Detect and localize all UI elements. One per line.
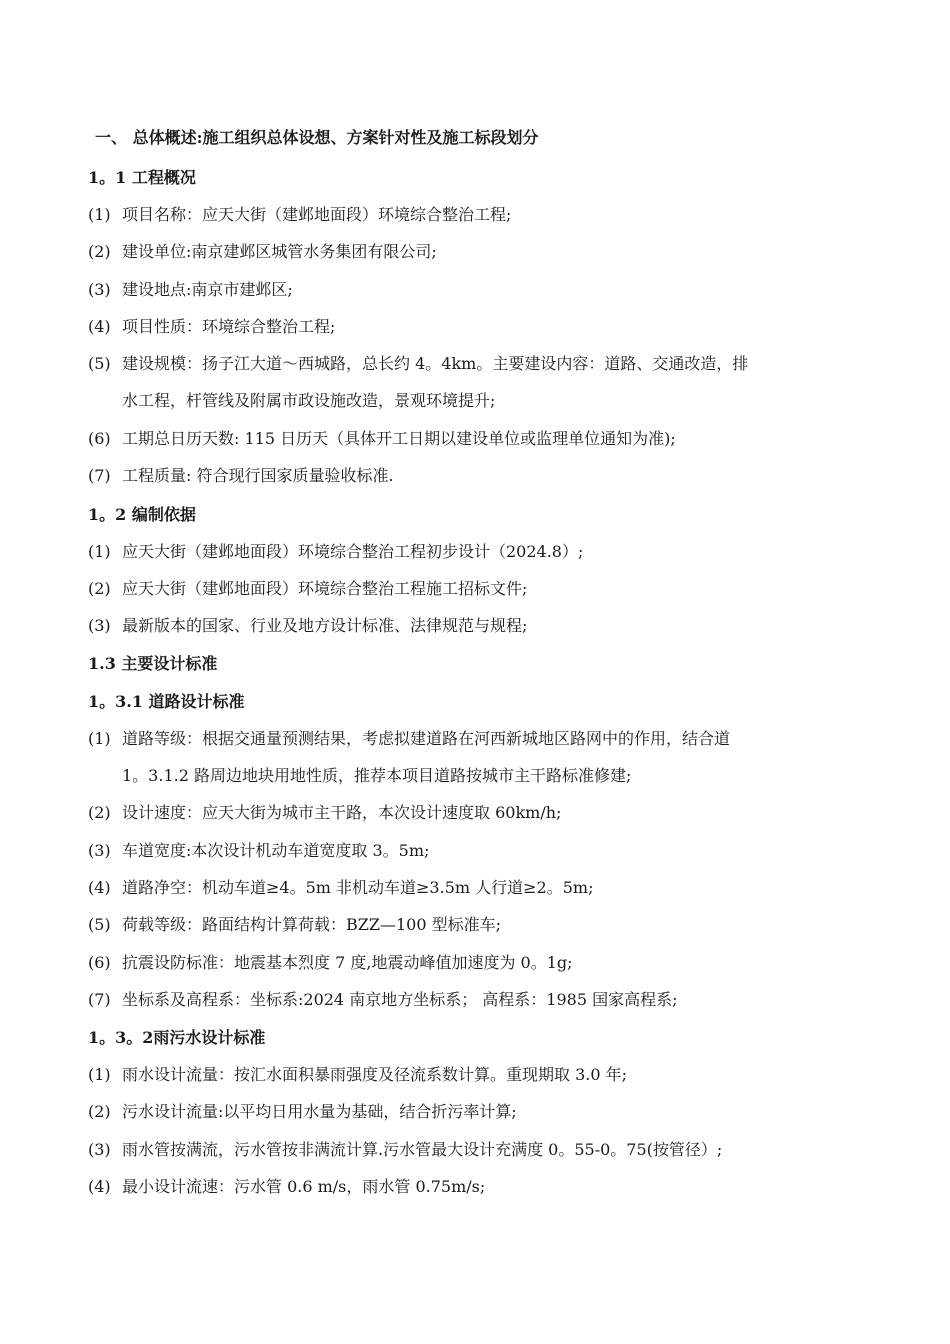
item-number: (5) [88, 354, 111, 373]
item-text: 项目名称：应天大街（建邺地面段）环境综合整治工程; [122, 205, 512, 224]
item-text: 荷载等级：路面结构计算荷载：BZZ—100 型标准车; [122, 915, 502, 934]
section-heading-1-1: 1。1 工程概况 [88, 168, 196, 187]
list-item [88, 876, 593, 900]
item-number: (3) [88, 841, 111, 860]
list-item [88, 1100, 517, 1124]
list-item [88, 988, 677, 1012]
list-item [88, 727, 730, 751]
section-heading-1-3-2: 1。3。2雨污水设计标准 [88, 1028, 266, 1047]
item-number: (1) [88, 729, 111, 748]
list-item [88, 427, 676, 451]
section-heading-1-3-1: 1。3.1 道路设计标准 [88, 692, 245, 711]
list-item [88, 1138, 722, 1162]
item-number: (4) [88, 878, 111, 897]
item-number: (6) [88, 429, 111, 448]
list-item [88, 464, 394, 488]
list-item [88, 1063, 627, 1087]
item-number: (2) [88, 1102, 111, 1121]
item-number: (3) [88, 280, 111, 299]
item-text: 道路净空：机动车道≥4。5m 非机动车道≥3.5m 人行道≥2。5m; [122, 878, 594, 897]
item-text: 建设地点:南京市建邺区; [122, 280, 293, 299]
item-text: 最小设计流速：污水管 0.6 m/s，雨水管 0.75m/s; [122, 1177, 486, 1196]
item-number: (6) [88, 953, 111, 972]
item-number: (3) [88, 616, 111, 635]
list-item [88, 278, 293, 302]
item-number: (2) [88, 803, 111, 822]
list-item-continuation: 水工程，杆管线及附属市政设施改造，景观环境提升; [122, 391, 496, 410]
item-text: 道路等级：根据交通量预测结果，考虑拟建道路在河西新城地区路网中的作用，结合道 [122, 729, 731, 748]
item-text: 设计速度：应天大街为城市主干路，本次设计速度取 60km/h; [122, 803, 562, 822]
item-text: 项目性质：环境综合整治工程; [122, 317, 336, 336]
list-item [88, 203, 511, 227]
item-number: (1) [88, 542, 111, 561]
item-text: 雨水设计流量：按汇水面积暴雨强度及径流系数计算。重现期取 3.0 年; [122, 1065, 628, 1084]
list-item [88, 1175, 485, 1199]
list-item [88, 913, 501, 937]
list-item [88, 240, 437, 264]
document-title: 一、 总体概述:施工组织总体设想、方案针对性及施工标段划分 [95, 128, 539, 147]
list-item [88, 614, 527, 638]
item-number: (2) [88, 579, 111, 598]
item-text: 污水设计流量:以平均日用水量为基础，结合折污率计算; [122, 1102, 517, 1121]
item-number: (4) [88, 317, 111, 336]
item-text: 抗震设防标准：地震基本烈度 7 度,地震动峰值加速度为 0。1g; [122, 953, 573, 972]
item-text: 雨水管按满流，污水管按非满流计算.污水管最大设计充满度 0。55-0。75(按管径）; [122, 1140, 723, 1159]
item-number: (5) [88, 915, 111, 934]
item-text: 车道宽度:本次设计机动车道宽度取 3。5m; [122, 841, 430, 860]
list-item [88, 315, 335, 339]
list-item [88, 540, 583, 564]
item-number: (2) [88, 242, 111, 261]
list-item [88, 951, 573, 975]
item-text: 最新版本的国家、行业及地方设计标准、法律规范与规程; [122, 616, 528, 635]
item-text: 应天大街（建邺地面段）环境综合整治工程施工招标文件; [122, 579, 528, 598]
item-number: (1) [88, 1065, 111, 1084]
item-text: 应天大街（建邺地面段）环境综合整治工程初步设计（2024.8）; [122, 542, 584, 561]
item-number: (7) [88, 990, 111, 1009]
item-text: 工期总日历天数: 115 日历天（具体开工日期以建设单位或监理单位通知为准); [122, 429, 676, 448]
list-item [88, 839, 429, 863]
list-item-continuation: 1。3.1.2 路周边地块用地性质，推荐本项目道路按城市主干路标准修建; [122, 766, 632, 785]
list-item [88, 801, 561, 825]
item-text: 坐标系及高程系：坐标系:2024 南京地方坐标系； 高程系：1985 国家高程系; [122, 990, 678, 1009]
item-number: (3) [88, 1140, 111, 1159]
list-item [88, 577, 527, 601]
item-number: (1) [88, 205, 111, 224]
item-text: 工程质量: 符合现行国家质量验收标准. [122, 466, 394, 485]
item-text: 建设规模：扬子江大道～西城路，总长约 4。4km。主要建设内容：道路、交通改造，排 [122, 354, 749, 373]
list-item [88, 352, 748, 376]
item-text: 建设单位:南京建邺区城管水务集团有限公司; [122, 242, 437, 261]
section-heading-1-3: 1.3 主要设计标准 [88, 654, 218, 673]
section-heading-1-2: 1。2 编制依据 [88, 505, 196, 524]
item-number: (4) [88, 1177, 111, 1196]
item-number: (7) [88, 466, 111, 485]
